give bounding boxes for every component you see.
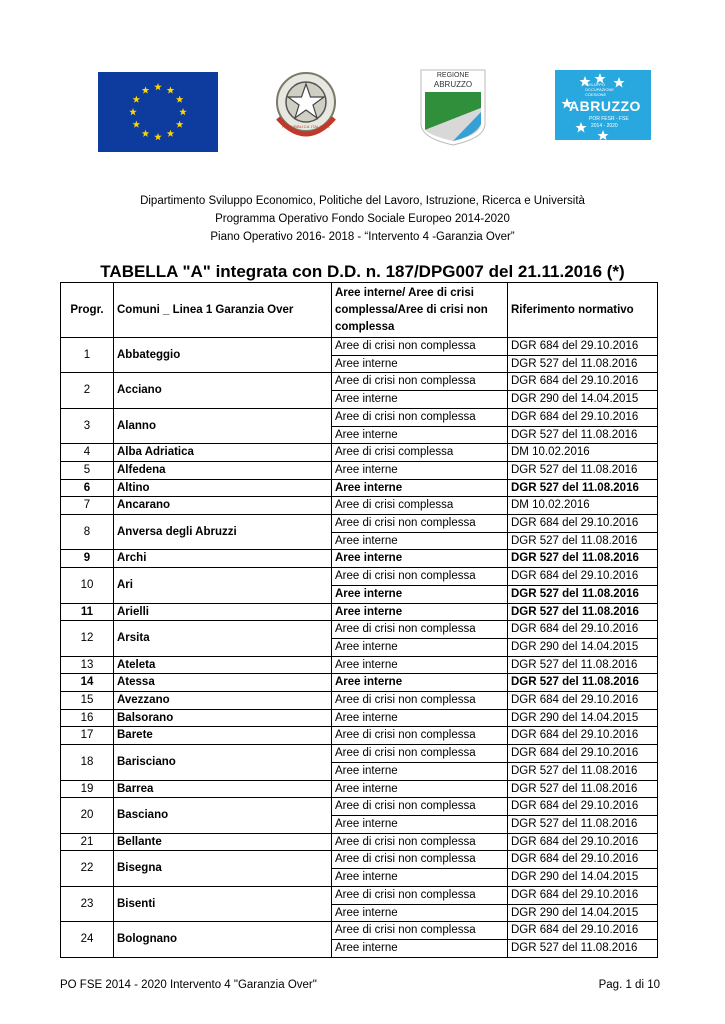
table-row [61, 550, 658, 568]
cell-riferimento: DGR 684 del 29.10.2016 [508, 515, 658, 533]
cell-area: Aree interne [332, 674, 508, 692]
cell-riferimento: DGR 684 del 29.10.2016 [508, 851, 658, 869]
eu-stars-icon [98, 72, 218, 152]
table-row [61, 373, 658, 391]
table-row [61, 780, 658, 798]
cell-progr: 13 [61, 656, 114, 674]
table-row [61, 479, 658, 497]
cell-riferimento: DGR 290 del 14.04.2015 [508, 709, 658, 727]
table-row [61, 745, 658, 763]
cell-comune: Atessa [114, 674, 332, 692]
cell-riferimento: DGR 527 del 11.08.2016 [508, 355, 658, 373]
table-row [61, 515, 658, 533]
cell-riferimento: DGR 527 del 11.08.2016 [508, 479, 658, 497]
cell-area: Aree di crisi complessa [332, 497, 508, 515]
cell-progr: 14 [61, 674, 114, 692]
cell-riferimento: DGR 527 del 11.08.2016 [508, 532, 658, 550]
abruzzo-fse-line3: COESIONE [585, 92, 607, 97]
eu-star [142, 86, 150, 93]
cell-progr: 9 [61, 550, 114, 568]
cell-area: Aree di crisi non complessa [332, 515, 508, 533]
cell-progr: 7 [61, 497, 114, 515]
cell-riferimento: DGR 684 del 29.10.2016 [508, 373, 658, 391]
cell-comune: Bisegna [114, 851, 332, 886]
cell-area: Aree di crisi non complessa [332, 922, 508, 940]
cell-progr: 5 [61, 461, 114, 479]
table-row [61, 709, 658, 727]
cell-riferimento: DGR 684 del 29.10.2016 [508, 727, 658, 745]
cell-comune: Bellante [114, 833, 332, 851]
cell-area: Aree interne [332, 780, 508, 798]
cell-comune: Balsorano [114, 709, 332, 727]
table-title: TABELLA "A" integrata con D.D. n. 187/DPG007 del 21.11.2016 (*) [100, 262, 625, 281]
regione-label-1: REGIONE [436, 72, 470, 79]
cell-area: Aree di crisi non complessa [332, 886, 508, 904]
cell-comune: Barrea [114, 780, 332, 798]
cell-area: Aree di crisi non complessa [332, 833, 508, 851]
department-line-2: Programma Operativo Fondo Sociale Europeo 2014-2020 [215, 213, 510, 225]
cell-riferimento: DGR 527 del 11.08.2016 [508, 426, 658, 444]
cell-progr: 19 [61, 780, 114, 798]
cell-progr: 8 [61, 515, 114, 550]
table-row [61, 692, 658, 710]
table-row [61, 674, 658, 692]
cell-riferimento: DGR 527 del 11.08.2016 [508, 585, 658, 603]
eu-star [133, 121, 141, 128]
cell-riferimento: DGR 290 del 14.04.2015 [508, 904, 658, 922]
cell-riferimento: DGR 684 del 29.10.2016 [508, 745, 658, 763]
table-row [61, 497, 658, 515]
cell-progr: 3 [61, 408, 114, 443]
eu-star [154, 133, 162, 140]
footer-left: PO FSE 2014 - 2020 Intervento 4 "Garanzia Over" [60, 979, 317, 991]
cell-area: Aree interne [332, 762, 508, 780]
cell-riferimento: DGR 527 del 11.08.2016 [508, 762, 658, 780]
cell-area: Aree interne [332, 709, 508, 727]
cell-area: Aree interne [332, 904, 508, 922]
repubblica-italiana-emblem [270, 68, 342, 144]
table-row [61, 621, 658, 639]
cell-area: Aree interne [332, 815, 508, 833]
cell-comune: Arsita [114, 621, 332, 656]
table-row [61, 461, 658, 479]
cell-riferimento: DGR 527 del 11.08.2016 [508, 603, 658, 621]
eu-star [167, 130, 175, 137]
cell-riferimento: DM 10.02.2016 [508, 444, 658, 462]
cell-progr: 15 [61, 692, 114, 710]
eu-star [154, 83, 162, 90]
comuni-table [60, 282, 658, 958]
cell-riferimento: DGR 290 del 14.04.2015 [508, 638, 658, 656]
cell-progr: 21 [61, 833, 114, 851]
cell-progr: 22 [61, 851, 114, 886]
cell-progr: 20 [61, 798, 114, 833]
cell-area: Aree interne [332, 638, 508, 656]
cell-comune: Alba Adriatica [114, 444, 332, 462]
cell-comune: Alfedena [114, 461, 332, 479]
cell-area: Aree interne [332, 355, 508, 373]
department-line-3: Piano Operativo 2016- 2018 - “Intervento 4 -Garanzia Over” [210, 231, 515, 243]
eu-star [179, 108, 187, 115]
eu-star [133, 96, 141, 103]
eu-star [142, 130, 150, 137]
emblem-icon [270, 68, 342, 144]
table-row [61, 603, 658, 621]
footer-page-number: Pag. 1 di 10 [598, 979, 660, 991]
cell-area: Aree interne [332, 869, 508, 887]
table-row [61, 568, 658, 586]
cell-progr: 4 [61, 444, 114, 462]
cell-area: Aree interne [332, 426, 508, 444]
table-row [61, 851, 658, 869]
cell-comune: Basciano [114, 798, 332, 833]
logo-bar [0, 68, 725, 148]
table-row [61, 656, 658, 674]
cell-riferimento: DGR 684 del 29.10.2016 [508, 338, 658, 356]
header-comuni: Comuni _ Linea 1 Garanzia Over [114, 283, 332, 338]
cell-area: Aree interne [332, 550, 508, 568]
cell-progr: 12 [61, 621, 114, 656]
table-row [61, 727, 658, 745]
cell-area: Aree di crisi non complessa [332, 568, 508, 586]
cell-comune: Barete [114, 727, 332, 745]
cell-area: Aree interne [332, 461, 508, 479]
abruzzo-fse-line1: SVILUPPO [585, 82, 606, 87]
cell-riferimento: DGR 684 del 29.10.2016 [508, 621, 658, 639]
table-body [61, 338, 658, 958]
cell-area: Aree di crisi non complessa [332, 621, 508, 639]
cell-area: Aree interne [332, 391, 508, 409]
emblem-seal-text: REPUBBLICA ITALIANA [282, 124, 330, 129]
cell-comune: Ancarano [114, 497, 332, 515]
cell-comune: Bolognano [114, 922, 332, 957]
department-line-1: Dipartimento Sviluppo Economico, Politiche del Lavoro, Istruzione, Ricerca e Università [140, 195, 585, 207]
cell-area: Aree di crisi non complessa [332, 745, 508, 763]
cell-riferimento: DGR 684 del 29.10.2016 [508, 886, 658, 904]
cell-progr: 1 [61, 338, 114, 373]
cell-progr: 6 [61, 479, 114, 497]
cell-comune: Altino [114, 479, 332, 497]
cell-riferimento: DGR 527 del 11.08.2016 [508, 780, 658, 798]
cell-progr: 2 [61, 373, 114, 408]
cell-area: Aree di crisi non complessa [332, 373, 508, 391]
cell-riferimento: DGR 684 del 29.10.2016 [508, 408, 658, 426]
cell-area: Aree di crisi non complessa [332, 851, 508, 869]
eu-star [176, 96, 184, 103]
page-footer [60, 979, 660, 991]
cell-comune: Arielli [114, 603, 332, 621]
cell-riferimento: DGR 527 del 11.08.2016 [508, 656, 658, 674]
cell-comune: Abbateggio [114, 338, 332, 373]
header-riferimento: Riferimento normativo [508, 283, 658, 338]
eu-star [167, 86, 175, 93]
cell-riferimento: DM 10.02.2016 [508, 497, 658, 515]
cell-area: Aree di crisi non complessa [332, 338, 508, 356]
table-row [61, 798, 658, 816]
cell-progr: 10 [61, 568, 114, 603]
abruzzo-fse-line2: OCCUPAZIONE [585, 87, 615, 92]
abruzzo-fse-logo [555, 70, 651, 140]
cell-area: Aree di crisi non complessa [332, 408, 508, 426]
cell-area: Aree interne [332, 939, 508, 957]
table-row [61, 408, 658, 426]
cell-riferimento: DGR 527 del 11.08.2016 [508, 815, 658, 833]
cell-area: Aree interne [332, 656, 508, 674]
cell-progr: 18 [61, 745, 114, 780]
regione-abruzzo-logo [419, 68, 487, 146]
cell-comune: Ateleta [114, 656, 332, 674]
cell-comune: Bisenti [114, 886, 332, 921]
cell-area: Aree interne [332, 585, 508, 603]
eu-flag-logo [98, 72, 218, 152]
cell-riferimento: DGR 527 del 11.08.2016 [508, 939, 658, 957]
cell-area: Aree interne [332, 603, 508, 621]
cell-comune: Avezzano [114, 692, 332, 710]
cell-progr: 23 [61, 886, 114, 921]
cell-progr: 11 [61, 603, 114, 621]
department-header [0, 192, 725, 246]
table-row [61, 922, 658, 940]
header-progr: Progr. [61, 283, 114, 338]
cell-comune: Barisciano [114, 745, 332, 780]
table-row [61, 886, 658, 904]
cell-riferimento: DGR 290 del 14.04.2015 [508, 869, 658, 887]
cell-area: Aree di crisi non complessa [332, 727, 508, 745]
table-row [61, 338, 658, 356]
cell-area: Aree di crisi non complessa [332, 798, 508, 816]
table-row [61, 444, 658, 462]
cell-riferimento: DGR 527 del 11.08.2016 [508, 550, 658, 568]
cell-comune: Acciano [114, 373, 332, 408]
cell-riferimento: DGR 290 del 14.04.2015 [508, 391, 658, 409]
cell-progr: 17 [61, 727, 114, 745]
eu-star [176, 121, 184, 128]
cell-riferimento: DGR 684 del 29.10.2016 [508, 922, 658, 940]
cell-riferimento: DGR 684 del 29.10.2016 [508, 833, 658, 851]
cell-area: Aree di crisi non complessa [332, 692, 508, 710]
cell-riferimento: DGR 684 del 29.10.2016 [508, 692, 658, 710]
table-row [61, 833, 658, 851]
abruzzo-fse-line5: POR FESR - FSE [589, 116, 629, 122]
cell-riferimento: DGR 684 del 29.10.2016 [508, 568, 658, 586]
cell-riferimento: DGR 527 del 11.08.2016 [508, 674, 658, 692]
cell-area: Aree di crisi complessa [332, 444, 508, 462]
abruzzo-fse-line6: 2014 - 2020 [591, 123, 618, 129]
cell-comune: Anversa degli Abruzzi [114, 515, 332, 550]
cell-progr: 16 [61, 709, 114, 727]
header-aree: Aree interne/ Aree di crisi complessa/Aree di crisi non complessa [332, 283, 508, 338]
regione-label-2: ABRUZZO [433, 80, 473, 89]
table-header-row [61, 283, 658, 338]
cell-area: Aree interne [332, 479, 508, 497]
abruzzo-fse-line4: ABRUZZO [569, 98, 641, 114]
cell-comune: Ari [114, 568, 332, 603]
eu-star [129, 108, 137, 115]
cell-comune: Archi [114, 550, 332, 568]
cell-comune: Alanno [114, 408, 332, 443]
cell-area: Aree interne [332, 532, 508, 550]
cell-riferimento: DGR 527 del 11.08.2016 [508, 461, 658, 479]
cell-riferimento: DGR 684 del 29.10.2016 [508, 798, 658, 816]
cell-progr: 24 [61, 922, 114, 957]
